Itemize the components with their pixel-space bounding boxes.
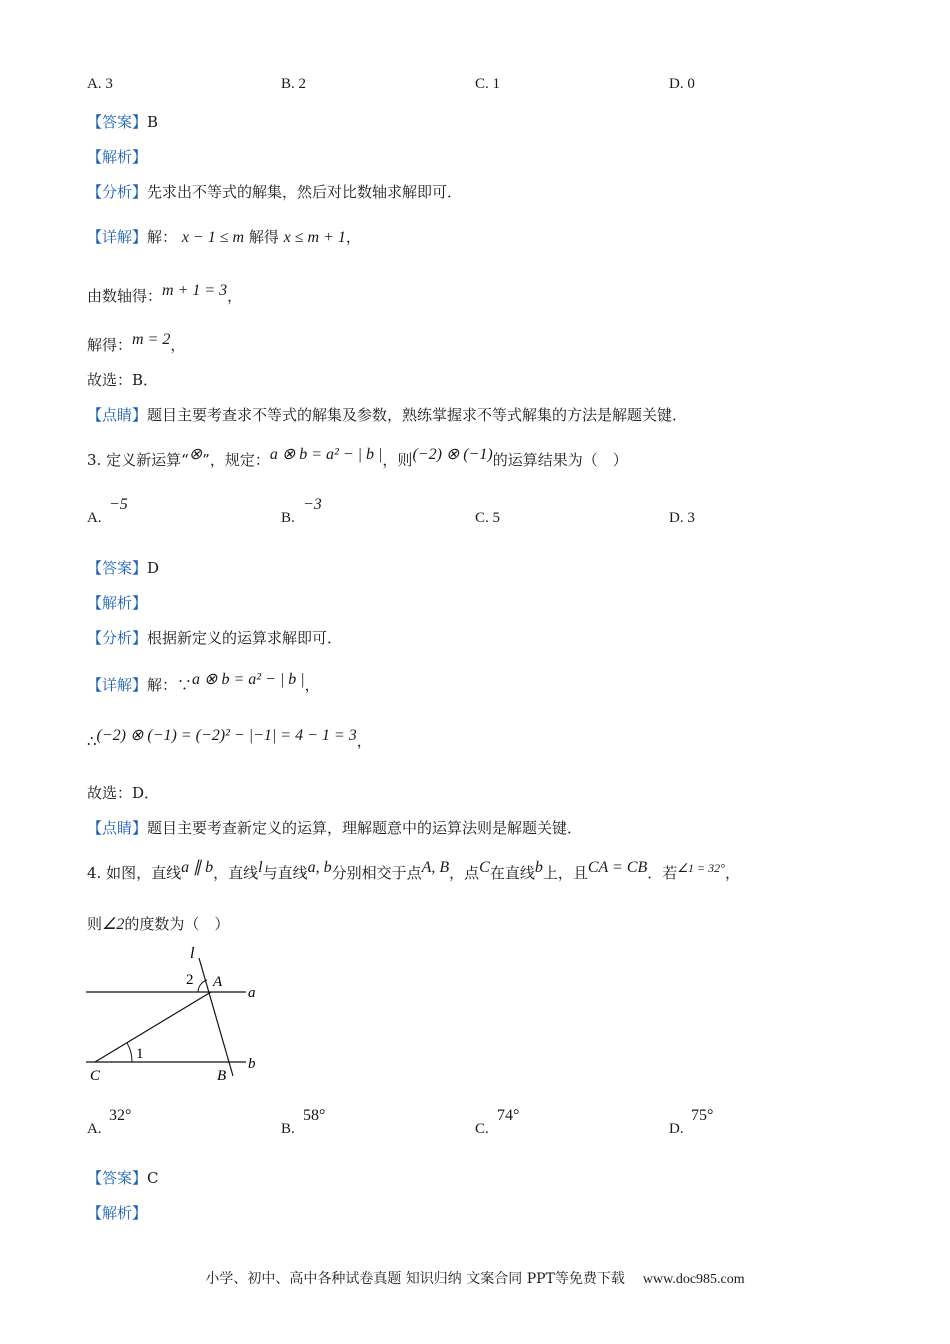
q3-fenxi — [87, 627, 342, 648]
answer-value: B — [147, 113, 159, 131]
q2-math-1: x − 1 ≤ m — [181, 229, 245, 246]
q3-def: a ⊗ b = a² − | b | — [269, 446, 383, 463]
q3-choose: 故选：D． — [87, 784, 160, 802]
q4-m7: CA = CB — [587, 859, 648, 876]
q3-stem-d: 的运算结果为（ ） — [492, 451, 628, 469]
q3-option-c: C. 5 — [475, 510, 501, 526]
answer-tag: 【答案】 — [87, 1169, 148, 1187]
q3-line2 — [87, 727, 372, 751]
q4-m8: ∠1 = 32° — [677, 861, 725, 875]
therefore-icon: ∴ — [87, 732, 97, 750]
page-footer — [0, 1268, 950, 1288]
label-B: B — [217, 1068, 227, 1084]
q2-jiexi-tag: 【解析】 — [87, 148, 148, 166]
q4-p2: ，直线 — [213, 864, 259, 882]
q2-option-c: C. 1 — [475, 76, 501, 92]
fenxi-tag: 【分析】 — [87, 629, 148, 647]
dianjing-tag: 【点睛】 — [87, 406, 148, 424]
option-value: −3 — [303, 496, 322, 513]
option-value: 32° — [109, 1107, 132, 1124]
line3-end: ， — [170, 336, 186, 354]
q2-mid: 解得 — [248, 228, 279, 246]
q4-p4: 分别相交于点 — [331, 864, 422, 882]
fenxi-text: 先求出不等式的解集，然后对比数轴求解即可． — [147, 183, 463, 201]
option-letter: B. — [281, 510, 295, 526]
angle-1-arc — [127, 1043, 132, 1062]
q4-p8: ．若 — [647, 864, 678, 882]
dianjing-text: 题目主要考查新定义的运算，理解题意中的运算法则是解题关键． — [147, 819, 583, 837]
q3-stem — [87, 446, 628, 470]
q3-op: ⊗ — [188, 446, 203, 463]
q2-dianjing — [87, 404, 687, 425]
line2-pre: 由数轴得： — [87, 287, 163, 305]
q4-p7: 上，且 — [542, 864, 588, 882]
q3-stem-b: ”，规定： — [202, 451, 270, 469]
comma: ， — [304, 676, 320, 694]
q2-math-3: m + 1 = 3 — [162, 282, 228, 299]
xiangjie-pre: 解：∵ — [147, 676, 193, 694]
q4-m4: A, B — [421, 859, 450, 876]
q2-math-4: m = 2 — [132, 331, 171, 348]
q3-math-2: (−2) ⊗ (−1) = (−2)² − |−1| = 4 − 1 = 3 — [96, 727, 357, 744]
xiangjie-tag: 【详解】 — [87, 676, 148, 694]
q3-stem-a: 3. 定义新运算“ — [87, 451, 189, 469]
label-a: a — [248, 985, 256, 1001]
q3-option-a — [87, 496, 128, 527]
q3-jiexi-tag: 【解析】 — [87, 594, 148, 612]
q4-stem-line2 — [87, 913, 229, 934]
label-1: 1 — [136, 1046, 144, 1062]
q3-option-d: D. 3 — [669, 510, 695, 526]
q4-p5: ，点 — [449, 864, 480, 882]
comma: ， — [356, 732, 372, 750]
q4-p9: ， — [724, 864, 740, 882]
footer-url[interactable]: www.doc985.com — [642, 1272, 745, 1287]
q4-p3: 与直线 — [262, 864, 308, 882]
option-value: 58° — [303, 1107, 326, 1124]
q4-option-d — [669, 1107, 714, 1138]
dianjing-tag: 【点睛】 — [87, 819, 148, 837]
q2-fenxi — [87, 181, 462, 202]
q2-answer — [87, 111, 158, 132]
line2-end: ， — [227, 287, 243, 305]
q4-m1: a ∥ b — [181, 859, 214, 876]
q3-dianjing — [87, 817, 582, 838]
q2-option-d: D. 0 — [669, 76, 695, 92]
option-letter: C. — [475, 1121, 489, 1137]
q2-line2 — [87, 282, 243, 306]
option-letter: A. — [87, 510, 102, 526]
q4-p1: 4. 如图，直线 — [87, 864, 182, 882]
label-A: A — [213, 974, 223, 990]
q2-math-2: x ≤ m + 1 — [283, 229, 346, 246]
q4-option-b — [281, 1107, 326, 1138]
option-value: 75° — [691, 1107, 714, 1124]
q2-xiangjie — [87, 226, 361, 247]
q3-expr: (−2) ⊗ (−1) — [412, 446, 493, 463]
q2-option-a: A. 3 — [87, 76, 113, 92]
fenxi-tag: 【分析】 — [87, 183, 148, 201]
label-l: l — [190, 945, 195, 962]
q3-xiangjie — [87, 671, 320, 695]
q4-l2-post: 的度数为（ ） — [124, 915, 230, 933]
option-value: −5 — [109, 496, 128, 513]
answer-tag: 【答案】 — [87, 559, 148, 577]
dianjing-text: 题目主要考查求不等式的解集及参数，熟练掌握求不等式解集的方法是解题关键． — [147, 406, 688, 424]
q4-jiexi-tag: 【解析】 — [87, 1204, 148, 1222]
comma: ， — [345, 228, 361, 246]
q3-option-b — [281, 496, 322, 527]
label-b: b — [248, 1056, 256, 1072]
q3-math-1: a ⊗ b = a² − | b | — [192, 671, 305, 688]
footer-text: 小学、初中、高中各种试卷真题 知识归纳 文案合同 PPT等免费下载 — [205, 1271, 625, 1287]
fenxi-text: 根据新定义的运算求解即可． — [147, 629, 343, 647]
xiangjie-tag: 【详解】 — [87, 228, 148, 246]
q4-figure — [80, 940, 280, 1090]
q4-m5: C — [479, 859, 490, 876]
q3-answer — [87, 557, 159, 578]
q4-m2: l — [258, 859, 263, 876]
q4-m6: b — [534, 859, 543, 876]
q4-m3: a, b — [307, 859, 332, 876]
q2-option-b: B. 2 — [281, 76, 307, 92]
q4-l2-math: ∠2 — [102, 916, 125, 933]
line3-pre: 解得： — [87, 336, 133, 354]
segment-ca — [95, 992, 211, 1062]
xiangjie-pre: 解： — [147, 228, 178, 246]
answer-tag: 【答案】 — [87, 113, 148, 131]
option-value: 74° — [497, 1107, 520, 1124]
q4-stem — [87, 859, 740, 883]
q4-option-c — [475, 1107, 520, 1138]
answer-value: D — [147, 559, 160, 577]
label-2: 2 — [186, 972, 194, 988]
answer-value: C — [147, 1169, 159, 1187]
q2-choose: 故选：B． — [87, 371, 159, 389]
q4-option-a — [87, 1107, 132, 1138]
q2-line3 — [87, 331, 186, 355]
q4-l2-pre: 则 — [87, 915, 103, 933]
option-letter: A. — [87, 1121, 102, 1137]
q3-stem-c: ，则 — [382, 451, 413, 469]
label-C: C — [90, 1068, 101, 1084]
q4-p6: 在直线 — [489, 864, 535, 882]
option-letter: B. — [281, 1121, 295, 1137]
option-letter: D. — [669, 1121, 684, 1137]
q4-answer — [87, 1167, 159, 1188]
